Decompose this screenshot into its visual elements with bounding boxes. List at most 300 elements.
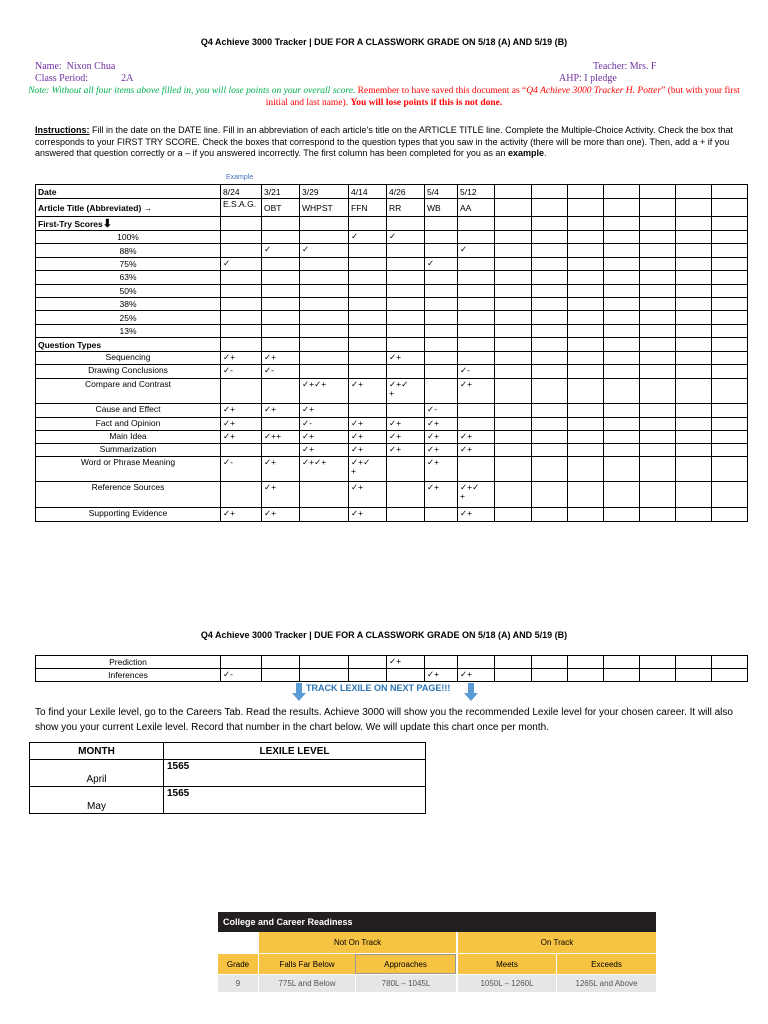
mark-cell[interactable] bbox=[532, 404, 568, 418]
mark-cell[interactable] bbox=[425, 257, 458, 270]
mark-cell[interactable] bbox=[495, 457, 532, 482]
mark-cell[interactable] bbox=[604, 257, 640, 270]
mark-cell[interactable] bbox=[532, 365, 568, 379]
mark-cell[interactable] bbox=[425, 418, 458, 431]
mark-cell[interactable] bbox=[387, 352, 425, 365]
mark-cell[interactable] bbox=[712, 352, 748, 365]
mark-cell[interactable] bbox=[262, 418, 300, 431]
mark-cell[interactable] bbox=[221, 404, 262, 418]
mark-cell[interactable] bbox=[458, 418, 495, 431]
mark-cell[interactable] bbox=[300, 244, 349, 257]
mark-cell[interactable] bbox=[425, 365, 458, 379]
mark-cell[interactable] bbox=[387, 297, 425, 310]
mark-cell[interactable] bbox=[495, 257, 532, 270]
mark-cell[interactable] bbox=[712, 284, 748, 297]
mark-cell[interactable] bbox=[495, 404, 532, 418]
mark-cell[interactable] bbox=[712, 457, 748, 482]
mark-cell[interactable] bbox=[300, 231, 349, 244]
mark-cell[interactable] bbox=[676, 297, 712, 310]
mark-cell[interactable] bbox=[640, 271, 676, 284]
article-title-cell[interactable] bbox=[532, 199, 568, 217]
mark-cell[interactable] bbox=[221, 418, 262, 431]
mark-cell[interactable] bbox=[221, 379, 262, 404]
mark-cell[interactable] bbox=[387, 284, 425, 297]
mark-cell[interactable] bbox=[676, 352, 712, 365]
mark-cell[interactable] bbox=[425, 404, 458, 418]
mark-cell[interactable] bbox=[532, 457, 568, 482]
mark-cell[interactable] bbox=[640, 418, 676, 431]
mark-cell[interactable] bbox=[568, 508, 604, 522]
mark-cell[interactable] bbox=[262, 244, 300, 257]
mark-cell[interactable] bbox=[640, 352, 676, 365]
mark-cell[interactable] bbox=[495, 656, 532, 669]
mark-cell[interactable] bbox=[458, 365, 495, 379]
mark-cell[interactable] bbox=[604, 324, 640, 337]
mark-cell[interactable] bbox=[568, 231, 604, 244]
mark-cell[interactable] bbox=[387, 418, 425, 431]
mark-cell[interactable] bbox=[604, 404, 640, 418]
date-cell[interactable]: 4/26 bbox=[387, 185, 425, 199]
mark-cell[interactable] bbox=[568, 656, 604, 669]
mark-cell[interactable] bbox=[458, 457, 495, 482]
mark-cell[interactable] bbox=[300, 257, 349, 270]
mark-cell[interactable] bbox=[712, 311, 748, 324]
mark-cell[interactable] bbox=[712, 482, 748, 508]
mark-cell[interactable] bbox=[387, 311, 425, 324]
mark-cell[interactable] bbox=[640, 669, 676, 682]
mark-cell[interactable] bbox=[458, 297, 495, 310]
mark-cell[interactable] bbox=[532, 257, 568, 270]
mark-cell[interactable] bbox=[568, 418, 604, 431]
mark-cell[interactable] bbox=[712, 508, 748, 522]
mark-cell[interactable] bbox=[425, 508, 458, 522]
date-cell[interactable]: 3/21 bbox=[262, 185, 300, 199]
mark-cell[interactable] bbox=[300, 284, 349, 297]
mark-cell[interactable] bbox=[425, 324, 458, 337]
mark-cell[interactable] bbox=[712, 431, 748, 444]
mark-cell[interactable] bbox=[676, 257, 712, 270]
mark-cell[interactable] bbox=[221, 365, 262, 379]
date-cell[interactable]: 5/4 bbox=[425, 185, 458, 199]
date-cell[interactable]: 3/29 bbox=[300, 185, 349, 199]
mark-cell[interactable] bbox=[676, 231, 712, 244]
mark-cell[interactable] bbox=[640, 444, 676, 457]
mark-cell[interactable] bbox=[349, 352, 387, 365]
mark-cell[interactable] bbox=[221, 297, 262, 310]
lexile-level[interactable]: 1565 bbox=[164, 787, 426, 814]
mark-cell[interactable] bbox=[300, 669, 349, 682]
mark-cell[interactable] bbox=[221, 352, 262, 365]
mark-cell[interactable] bbox=[495, 669, 532, 682]
mark-cell[interactable] bbox=[676, 324, 712, 337]
mark-cell[interactable] bbox=[532, 379, 568, 404]
mark-cell[interactable] bbox=[604, 352, 640, 365]
mark-cell[interactable] bbox=[425, 482, 458, 508]
mark-cell[interactable] bbox=[568, 244, 604, 257]
mark-cell[interactable] bbox=[458, 431, 495, 444]
mark-cell[interactable] bbox=[676, 404, 712, 418]
mark-cell[interactable] bbox=[712, 656, 748, 669]
mark-cell[interactable] bbox=[458, 656, 495, 669]
date-cell[interactable] bbox=[532, 185, 568, 199]
mark-cell[interactable] bbox=[349, 271, 387, 284]
mark-cell[interactable] bbox=[532, 669, 568, 682]
article-title-cell[interactable] bbox=[604, 199, 640, 217]
mark-cell[interactable] bbox=[532, 244, 568, 257]
mark-cell[interactable] bbox=[495, 352, 532, 365]
mark-cell[interactable] bbox=[349, 244, 387, 257]
mark-cell[interactable] bbox=[604, 444, 640, 457]
date-cell[interactable] bbox=[568, 185, 604, 199]
mark-cell[interactable] bbox=[262, 508, 300, 522]
mark-cell[interactable] bbox=[387, 379, 425, 404]
mark-cell[interactable] bbox=[349, 669, 387, 682]
mark-cell[interactable] bbox=[387, 244, 425, 257]
mark-cell[interactable] bbox=[604, 271, 640, 284]
mark-cell[interactable] bbox=[495, 508, 532, 522]
mark-cell[interactable] bbox=[640, 508, 676, 522]
mark-cell[interactable] bbox=[640, 297, 676, 310]
mark-cell[interactable] bbox=[568, 404, 604, 418]
mark-cell[interactable] bbox=[532, 352, 568, 365]
date-cell[interactable]: 8/24 bbox=[221, 185, 262, 199]
mark-cell[interactable] bbox=[676, 482, 712, 508]
article-title-cell[interactable]: FFN bbox=[349, 199, 387, 217]
mark-cell[interactable] bbox=[532, 656, 568, 669]
mark-cell[interactable] bbox=[262, 257, 300, 270]
mark-cell[interactable] bbox=[221, 669, 262, 682]
mark-cell[interactable] bbox=[262, 231, 300, 244]
mark-cell[interactable] bbox=[712, 271, 748, 284]
mark-cell[interactable] bbox=[387, 257, 425, 270]
mark-cell[interactable] bbox=[676, 431, 712, 444]
mark-cell[interactable] bbox=[262, 404, 300, 418]
mark-cell[interactable] bbox=[676, 284, 712, 297]
mark-cell[interactable] bbox=[676, 418, 712, 431]
mark-cell[interactable] bbox=[387, 444, 425, 457]
mark-cell[interactable] bbox=[387, 324, 425, 337]
mark-cell[interactable] bbox=[300, 508, 349, 522]
mark-cell[interactable] bbox=[425, 669, 458, 682]
mark-cell[interactable] bbox=[604, 457, 640, 482]
mark-cell[interactable] bbox=[262, 379, 300, 404]
mark-cell[interactable] bbox=[425, 457, 458, 482]
mark-cell[interactable] bbox=[712, 379, 748, 404]
mark-cell[interactable] bbox=[532, 231, 568, 244]
mark-cell[interactable] bbox=[495, 444, 532, 457]
mark-cell[interactable] bbox=[349, 418, 387, 431]
mark-cell[interactable] bbox=[300, 365, 349, 379]
mark-cell[interactable] bbox=[568, 482, 604, 508]
mark-cell[interactable] bbox=[387, 457, 425, 482]
mark-cell[interactable] bbox=[568, 457, 604, 482]
mark-cell[interactable] bbox=[532, 482, 568, 508]
mark-cell[interactable] bbox=[349, 508, 387, 522]
mark-cell[interactable] bbox=[604, 431, 640, 444]
mark-cell[interactable] bbox=[221, 324, 262, 337]
mark-cell[interactable] bbox=[349, 444, 387, 457]
mark-cell[interactable] bbox=[458, 669, 495, 682]
article-title-cell[interactable]: E.S.A.G. bbox=[221, 199, 262, 217]
mark-cell[interactable] bbox=[712, 297, 748, 310]
mark-cell[interactable] bbox=[262, 431, 300, 444]
mark-cell[interactable] bbox=[568, 365, 604, 379]
mark-cell[interactable] bbox=[712, 231, 748, 244]
mark-cell[interactable] bbox=[262, 457, 300, 482]
mark-cell[interactable] bbox=[676, 457, 712, 482]
mark-cell[interactable] bbox=[458, 352, 495, 365]
article-title-cell[interactable]: OBT bbox=[262, 199, 300, 217]
mark-cell[interactable] bbox=[604, 418, 640, 431]
mark-cell[interactable] bbox=[300, 482, 349, 508]
mark-cell[interactable] bbox=[458, 244, 495, 257]
mark-cell[interactable] bbox=[495, 365, 532, 379]
mark-cell[interactable] bbox=[604, 656, 640, 669]
mark-cell[interactable] bbox=[640, 284, 676, 297]
mark-cell[interactable] bbox=[604, 284, 640, 297]
date-cell[interactable] bbox=[676, 185, 712, 199]
mark-cell[interactable] bbox=[425, 352, 458, 365]
mark-cell[interactable] bbox=[676, 669, 712, 682]
mark-cell[interactable] bbox=[640, 404, 676, 418]
mark-cell[interactable] bbox=[676, 444, 712, 457]
mark-cell[interactable] bbox=[676, 365, 712, 379]
mark-cell[interactable] bbox=[221, 508, 262, 522]
mark-cell[interactable] bbox=[349, 431, 387, 444]
mark-cell[interactable] bbox=[712, 404, 748, 418]
mark-cell[interactable] bbox=[712, 257, 748, 270]
mark-cell[interactable] bbox=[221, 244, 262, 257]
mark-cell[interactable] bbox=[300, 404, 349, 418]
mark-cell[interactable] bbox=[495, 297, 532, 310]
mark-cell[interactable] bbox=[349, 311, 387, 324]
mark-cell[interactable] bbox=[640, 482, 676, 508]
mark-cell[interactable] bbox=[640, 656, 676, 669]
mark-cell[interactable] bbox=[604, 297, 640, 310]
mark-cell[interactable] bbox=[458, 257, 495, 270]
mark-cell[interactable] bbox=[712, 669, 748, 682]
mark-cell[interactable] bbox=[425, 284, 458, 297]
mark-cell[interactable] bbox=[349, 231, 387, 244]
mark-cell[interactable] bbox=[349, 482, 387, 508]
mark-cell[interactable] bbox=[495, 244, 532, 257]
mark-cell[interactable] bbox=[568, 444, 604, 457]
mark-cell[interactable] bbox=[532, 431, 568, 444]
mark-cell[interactable] bbox=[425, 271, 458, 284]
mark-cell[interactable] bbox=[568, 352, 604, 365]
mark-cell[interactable] bbox=[604, 508, 640, 522]
mark-cell[interactable] bbox=[300, 656, 349, 669]
mark-cell[interactable] bbox=[712, 365, 748, 379]
mark-cell[interactable] bbox=[640, 379, 676, 404]
mark-cell[interactable] bbox=[604, 365, 640, 379]
mark-cell[interactable] bbox=[532, 284, 568, 297]
mark-cell[interactable] bbox=[221, 284, 262, 297]
mark-cell[interactable] bbox=[349, 324, 387, 337]
mark-cell[interactable] bbox=[568, 311, 604, 324]
date-cell[interactable]: 4/14 bbox=[349, 185, 387, 199]
mark-cell[interactable] bbox=[495, 311, 532, 324]
mark-cell[interactable] bbox=[425, 379, 458, 404]
mark-cell[interactable] bbox=[604, 231, 640, 244]
mark-cell[interactable] bbox=[387, 482, 425, 508]
mark-cell[interactable] bbox=[349, 379, 387, 404]
mark-cell[interactable] bbox=[458, 444, 495, 457]
article-title-cell[interactable] bbox=[640, 199, 676, 217]
date-cell[interactable] bbox=[604, 185, 640, 199]
mark-cell[interactable] bbox=[300, 271, 349, 284]
mark-cell[interactable] bbox=[262, 365, 300, 379]
mark-cell[interactable] bbox=[495, 482, 532, 508]
mark-cell[interactable] bbox=[262, 669, 300, 682]
mark-cell[interactable] bbox=[300, 418, 349, 431]
mark-cell[interactable] bbox=[300, 431, 349, 444]
mark-cell[interactable] bbox=[640, 324, 676, 337]
mark-cell[interactable] bbox=[604, 669, 640, 682]
mark-cell[interactable] bbox=[262, 271, 300, 284]
mark-cell[interactable] bbox=[221, 482, 262, 508]
mark-cell[interactable] bbox=[458, 284, 495, 297]
mark-cell[interactable] bbox=[676, 271, 712, 284]
mark-cell[interactable] bbox=[458, 379, 495, 404]
mark-cell[interactable] bbox=[676, 656, 712, 669]
mark-cell[interactable] bbox=[425, 656, 458, 669]
mark-cell[interactable] bbox=[425, 311, 458, 324]
mark-cell[interactable] bbox=[300, 297, 349, 310]
mark-cell[interactable] bbox=[712, 444, 748, 457]
mark-cell[interactable] bbox=[425, 444, 458, 457]
mark-cell[interactable] bbox=[604, 482, 640, 508]
mark-cell[interactable] bbox=[221, 231, 262, 244]
mark-cell[interactable] bbox=[458, 311, 495, 324]
mark-cell[interactable] bbox=[300, 457, 349, 482]
mark-cell[interactable] bbox=[604, 244, 640, 257]
mark-cell[interactable] bbox=[387, 656, 425, 669]
mark-cell[interactable] bbox=[640, 365, 676, 379]
mark-cell[interactable] bbox=[568, 431, 604, 444]
mark-cell[interactable] bbox=[221, 444, 262, 457]
mark-cell[interactable] bbox=[458, 324, 495, 337]
article-title-cell[interactable] bbox=[568, 199, 604, 217]
article-title-cell[interactable]: RR bbox=[387, 199, 425, 217]
mark-cell[interactable] bbox=[568, 669, 604, 682]
mark-cell[interactable] bbox=[640, 431, 676, 444]
mark-cell[interactable] bbox=[387, 669, 425, 682]
mark-cell[interactable] bbox=[349, 365, 387, 379]
date-cell[interactable]: 5/12 bbox=[458, 185, 495, 199]
mark-cell[interactable] bbox=[640, 244, 676, 257]
mark-cell[interactable] bbox=[712, 324, 748, 337]
mark-cell[interactable] bbox=[425, 431, 458, 444]
mark-cell[interactable] bbox=[349, 297, 387, 310]
mark-cell[interactable] bbox=[300, 324, 349, 337]
mark-cell[interactable] bbox=[300, 311, 349, 324]
mark-cell[interactable] bbox=[495, 284, 532, 297]
mark-cell[interactable] bbox=[387, 365, 425, 379]
mark-cell[interactable] bbox=[532, 444, 568, 457]
mark-cell[interactable] bbox=[349, 284, 387, 297]
mark-cell[interactable] bbox=[458, 271, 495, 284]
mark-cell[interactable] bbox=[425, 231, 458, 244]
mark-cell[interactable] bbox=[458, 482, 495, 508]
mark-cell[interactable] bbox=[387, 508, 425, 522]
mark-cell[interactable] bbox=[532, 311, 568, 324]
lexile-level[interactable]: 1565 bbox=[164, 760, 426, 787]
mark-cell[interactable] bbox=[712, 418, 748, 431]
mark-cell[interactable] bbox=[262, 656, 300, 669]
mark-cell[interactable] bbox=[262, 482, 300, 508]
mark-cell[interactable] bbox=[640, 311, 676, 324]
mark-cell[interactable] bbox=[262, 311, 300, 324]
mark-cell[interactable] bbox=[387, 271, 425, 284]
mark-cell[interactable] bbox=[568, 379, 604, 404]
mark-cell[interactable] bbox=[300, 379, 349, 404]
article-title-cell[interactable]: AA bbox=[458, 199, 495, 217]
mark-cell[interactable] bbox=[495, 379, 532, 404]
mark-cell[interactable] bbox=[532, 271, 568, 284]
article-title-cell[interactable] bbox=[712, 199, 748, 217]
mark-cell[interactable] bbox=[532, 418, 568, 431]
article-title-cell[interactable]: WB bbox=[425, 199, 458, 217]
article-title-cell[interactable] bbox=[676, 199, 712, 217]
mark-cell[interactable] bbox=[640, 231, 676, 244]
article-title-cell[interactable]: WHPST bbox=[300, 199, 349, 217]
mark-cell[interactable] bbox=[676, 311, 712, 324]
mark-cell[interactable] bbox=[221, 257, 262, 270]
mark-cell[interactable] bbox=[604, 379, 640, 404]
mark-cell[interactable] bbox=[495, 431, 532, 444]
mark-cell[interactable] bbox=[532, 508, 568, 522]
mark-cell[interactable] bbox=[676, 508, 712, 522]
mark-cell[interactable] bbox=[568, 324, 604, 337]
mark-cell[interactable] bbox=[425, 244, 458, 257]
mark-cell[interactable] bbox=[458, 231, 495, 244]
mark-cell[interactable] bbox=[300, 352, 349, 365]
mark-cell[interactable] bbox=[676, 379, 712, 404]
mark-cell[interactable] bbox=[300, 444, 349, 457]
mark-cell[interactable] bbox=[387, 231, 425, 244]
mark-cell[interactable] bbox=[458, 508, 495, 522]
mark-cell[interactable] bbox=[425, 297, 458, 310]
mark-cell[interactable] bbox=[532, 324, 568, 337]
mark-cell[interactable] bbox=[262, 324, 300, 337]
mark-cell[interactable] bbox=[568, 284, 604, 297]
mark-cell[interactable] bbox=[349, 257, 387, 270]
mark-cell[interactable] bbox=[676, 244, 712, 257]
mark-cell[interactable] bbox=[640, 457, 676, 482]
mark-cell[interactable] bbox=[262, 284, 300, 297]
date-cell[interactable] bbox=[495, 185, 532, 199]
mark-cell[interactable] bbox=[387, 431, 425, 444]
mark-cell[interactable] bbox=[262, 444, 300, 457]
mark-cell[interactable] bbox=[640, 257, 676, 270]
mark-cell[interactable] bbox=[262, 352, 300, 365]
date-cell[interactable] bbox=[712, 185, 748, 199]
mark-cell[interactable] bbox=[458, 404, 495, 418]
mark-cell[interactable] bbox=[495, 418, 532, 431]
mark-cell[interactable] bbox=[568, 271, 604, 284]
mark-cell[interactable] bbox=[568, 257, 604, 270]
mark-cell[interactable] bbox=[221, 656, 262, 669]
mark-cell[interactable] bbox=[712, 244, 748, 257]
mark-cell[interactable] bbox=[495, 271, 532, 284]
mark-cell[interactable] bbox=[532, 297, 568, 310]
mark-cell[interactable] bbox=[495, 324, 532, 337]
mark-cell[interactable] bbox=[349, 404, 387, 418]
article-title-cell[interactable] bbox=[495, 199, 532, 217]
mark-cell[interactable] bbox=[349, 457, 387, 482]
mark-cell[interactable] bbox=[568, 297, 604, 310]
